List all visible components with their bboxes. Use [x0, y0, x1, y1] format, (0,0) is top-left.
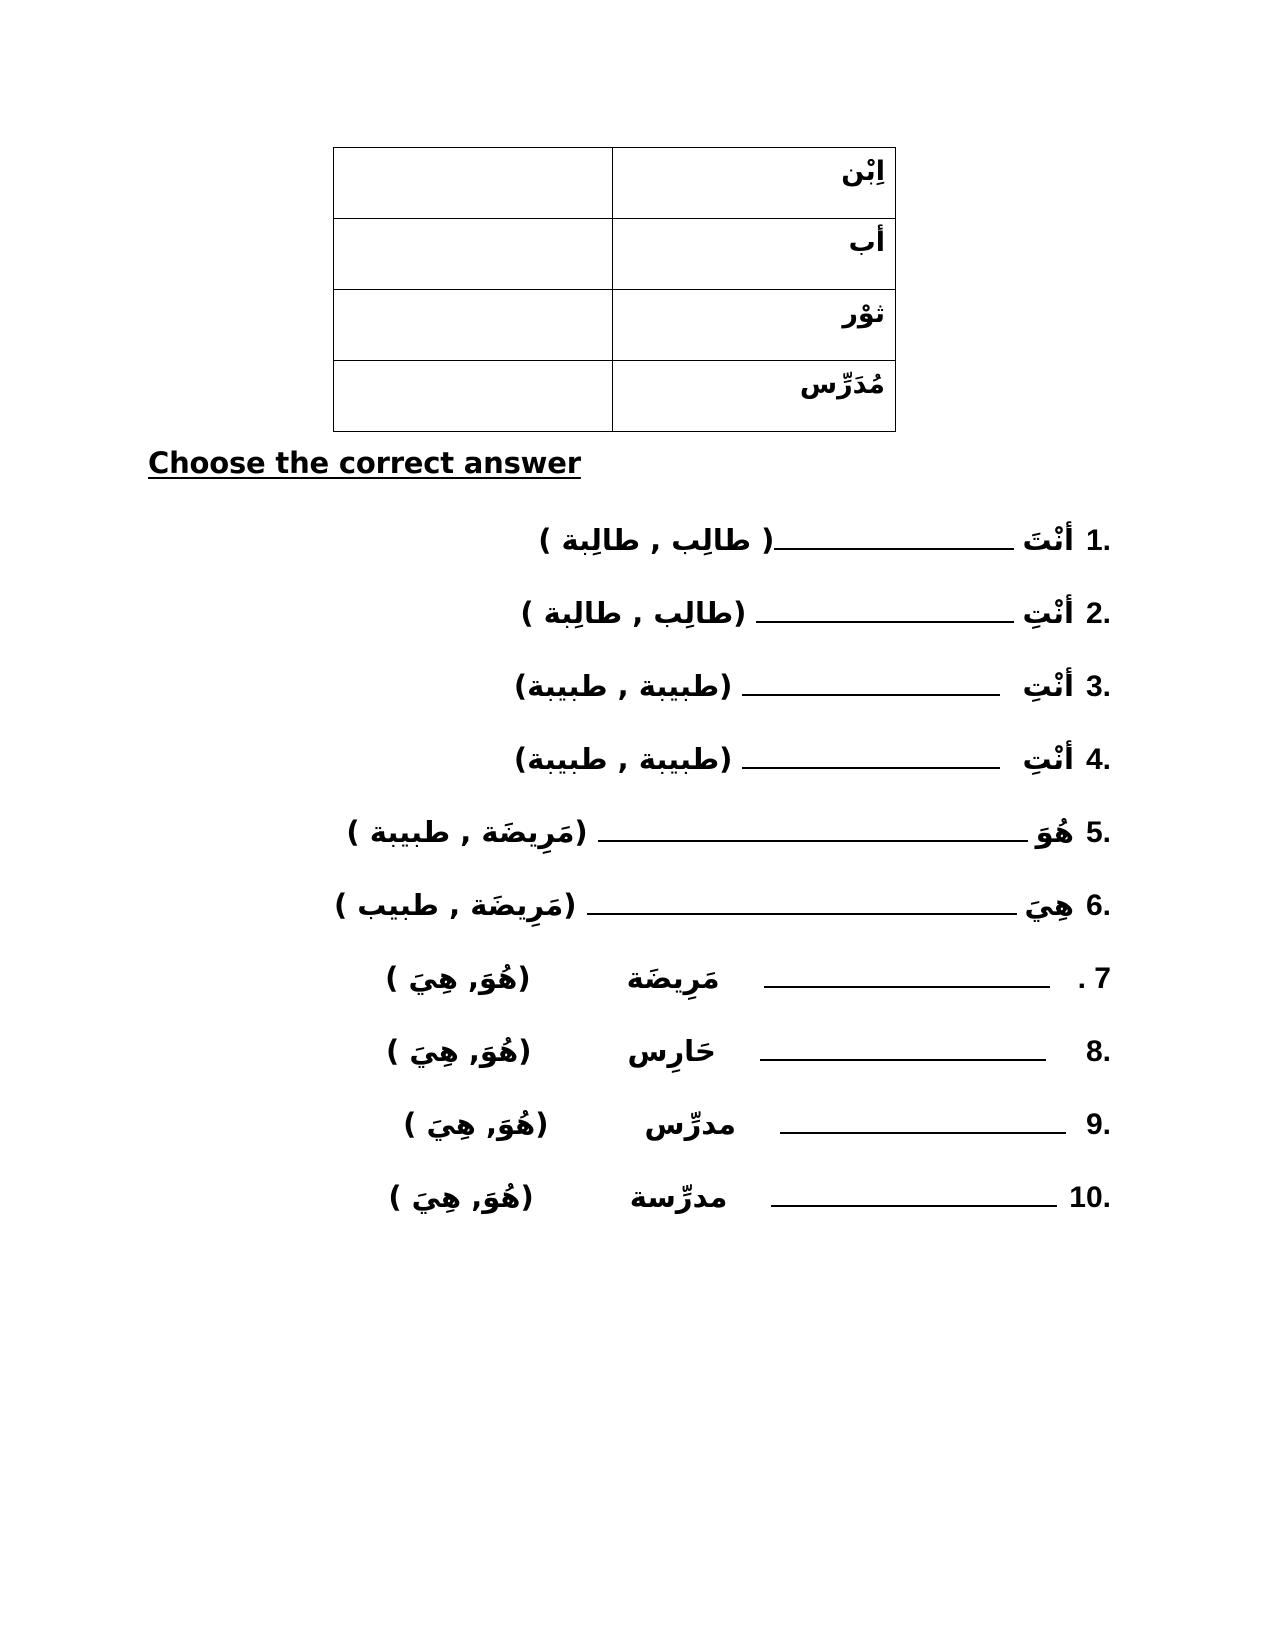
- question-number: 9.: [1085, 1108, 1111, 1141]
- answer-cell[interactable]: [334, 148, 613, 219]
- question-7: [385, 956, 1111, 996]
- answer-options: (طالِب , طالِبة ): [520, 596, 747, 630]
- question-number: 8.: [1085, 1035, 1111, 1068]
- answer-blank[interactable]: [587, 883, 1017, 915]
- answer-blank[interactable]: [756, 591, 1014, 623]
- question-4: [514, 737, 1111, 777]
- answer-options: ( طالِب , طالِبة ): [538, 523, 775, 557]
- answer-cell[interactable]: [334, 219, 613, 290]
- question-5: [346, 810, 1111, 850]
- question-word: أنْتِ: [1022, 742, 1074, 776]
- table-row: [334, 290, 896, 361]
- answer-options: (هُوَ, هِيَ ): [385, 961, 531, 995]
- answer-options: (هُوَ, هِيَ ): [386, 1034, 532, 1068]
- question-noun: حَارِس: [627, 1034, 716, 1068]
- question-noun: مَرِيضَة: [626, 961, 720, 995]
- question-9: [403, 1102, 1111, 1142]
- answer-cell[interactable]: [334, 290, 613, 361]
- question-6: [334, 883, 1111, 923]
- answer-blank[interactable]: [598, 810, 1028, 842]
- answer-blank[interactable]: [764, 956, 1050, 988]
- table-row: [334, 219, 896, 290]
- table-row: [334, 361, 896, 432]
- answer-blank[interactable]: [771, 1175, 1057, 1207]
- answer-options: (طبيبة , طبيبة): [513, 742, 733, 776]
- answer-blank[interactable]: [742, 664, 1000, 696]
- answer-cell[interactable]: [334, 361, 613, 432]
- answer-blank[interactable]: [780, 1102, 1066, 1134]
- answer-options: (هُوَ, هِيَ ): [403, 1107, 549, 1141]
- question-10: [388, 1175, 1111, 1215]
- question-3: [514, 664, 1111, 704]
- vocab-table: [333, 147, 896, 432]
- question-1: [538, 518, 1111, 558]
- answer-blank[interactable]: [774, 518, 1014, 550]
- answer-blank[interactable]: [760, 1029, 1046, 1061]
- question-number: 6.: [1085, 889, 1111, 922]
- question-noun: مدرِّس: [644, 1107, 736, 1141]
- word-cell: مُدَرِّس: [613, 361, 896, 432]
- question-number: 10.: [1069, 1181, 1111, 1214]
- answer-options: (هُوَ, هِيَ ): [388, 1180, 534, 1214]
- word-cell: ثوْر: [613, 290, 896, 361]
- question-number: 5.: [1085, 816, 1111, 849]
- question-number: . 7: [1077, 962, 1111, 995]
- question-number: 4.: [1085, 743, 1111, 776]
- question-word: أنْتِ: [1022, 669, 1074, 703]
- question-noun: مدرِّسة: [629, 1180, 728, 1214]
- word-cell: أب: [613, 219, 896, 290]
- answer-options: (مَرِيضَة , طبيب ): [333, 888, 577, 922]
- question-8: [386, 1029, 1111, 1069]
- answer-options: (طبيبة , طبيبة): [513, 669, 733, 703]
- question-number: 3.: [1085, 670, 1111, 703]
- word-cell: اِبْن: [613, 148, 896, 219]
- section-heading: Choose the correct answer: [148, 446, 581, 480]
- answer-blank[interactable]: [742, 737, 1000, 769]
- question-number: 2.: [1085, 597, 1111, 630]
- question-word: هِيَ: [1024, 888, 1074, 922]
- table-row: [334, 148, 896, 219]
- question-2: [520, 591, 1111, 631]
- question-word: أنْتَ: [1022, 523, 1074, 557]
- question-number: 1.: [1085, 524, 1111, 557]
- question-word: هُوَ: [1035, 815, 1074, 849]
- question-word: أنْتِ: [1022, 596, 1074, 630]
- answer-options: (مَرِيضَة , طبيبة ): [346, 815, 588, 849]
